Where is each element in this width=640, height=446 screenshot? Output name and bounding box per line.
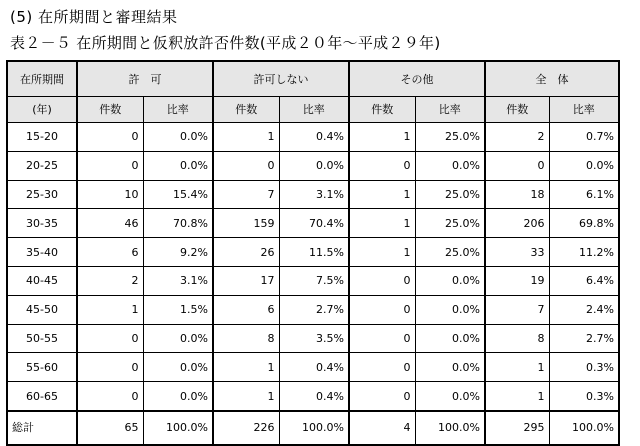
all-ratio-cell: 11.2%: [549, 238, 619, 267]
deny-count-cell: 6: [213, 295, 279, 324]
all-ratio-cell: 69.8%: [549, 209, 619, 238]
table-row: [7, 209, 619, 238]
ratio-header: 比率: [279, 97, 349, 123]
count-header: 件数: [77, 97, 143, 123]
deny-count-cell: 1: [213, 382, 279, 411]
all-count-cell: 7: [485, 295, 549, 324]
other-count-cell: 0: [349, 353, 415, 382]
period-range-cell: 15-20: [7, 123, 77, 152]
other-count-cell: 4: [349, 411, 415, 445]
deny-count-cell: 17: [213, 266, 279, 295]
all-ratio-cell: 2.4%: [549, 295, 619, 324]
permit-ratio-cell: 0.0%: [143, 353, 213, 382]
other-count-cell: 1: [349, 238, 415, 267]
group-header-all: 全 体: [485, 61, 619, 97]
total-label-cell: 総計: [7, 411, 77, 445]
period-range-cell: 45-50: [7, 295, 77, 324]
period-range-cell: 20-25: [7, 151, 77, 180]
period-range-cell: 40-45: [7, 266, 77, 295]
deny-count-cell: 226: [213, 411, 279, 445]
deny-ratio-cell: 7.5%: [279, 266, 349, 295]
other-count-cell: 0: [349, 382, 415, 411]
period-range-cell: 25-30: [7, 180, 77, 209]
group-header-permit: 許 可: [77, 61, 213, 97]
deny-count-cell: 7: [213, 180, 279, 209]
all-count-cell: 1: [485, 353, 549, 382]
total-row: [7, 411, 619, 445]
permit-count-cell: 0: [77, 151, 143, 180]
permit-ratio-cell: 70.8%: [143, 209, 213, 238]
permit-ratio-cell: 3.1%: [143, 266, 213, 295]
all-ratio-cell: 100.0%: [549, 411, 619, 445]
permit-count-cell: 10: [77, 180, 143, 209]
permit-count-cell: 46: [77, 209, 143, 238]
permit-count-cell: 2: [77, 266, 143, 295]
all-count-cell: 0: [485, 151, 549, 180]
table-caption: 表２－５ 在所期間と仮釈放許否件数(平成２０年～平成２９年): [10, 34, 441, 52]
ratio-header: 比率: [143, 97, 213, 123]
deny-count-cell: 1: [213, 123, 279, 152]
deny-ratio-cell: 0.0%: [279, 151, 349, 180]
all-count-cell: 1: [485, 382, 549, 411]
other-count-cell: 1: [349, 180, 415, 209]
deny-ratio-cell: 3.1%: [279, 180, 349, 209]
table-row: [7, 353, 619, 382]
period-unit-header: (年): [7, 97, 77, 123]
permit-count-cell: 0: [77, 382, 143, 411]
all-ratio-cell: 0.7%: [549, 123, 619, 152]
header-row-top: [7, 61, 619, 97]
permit-count-cell: 65: [77, 411, 143, 445]
other-ratio-cell: 25.0%: [415, 180, 485, 209]
count-header: 件数: [485, 97, 549, 123]
table-row: [7, 295, 619, 324]
permit-ratio-cell: 1.5%: [143, 295, 213, 324]
table-row: [7, 382, 619, 411]
permit-ratio-cell: 100.0%: [143, 411, 213, 445]
all-ratio-cell: 6.1%: [549, 180, 619, 209]
section-heading: (5) 在所期間と審理結果: [10, 8, 178, 26]
count-header: 件数: [349, 97, 415, 123]
all-count-cell: 2: [485, 123, 549, 152]
other-ratio-cell: 0.0%: [415, 266, 485, 295]
all-count-cell: 295: [485, 411, 549, 445]
permit-ratio-cell: 15.4%: [143, 180, 213, 209]
permit-count-cell: 0: [77, 123, 143, 152]
other-ratio-cell: 0.0%: [415, 353, 485, 382]
other-count-cell: 0: [349, 295, 415, 324]
header-row-sub: [7, 97, 619, 123]
other-count-cell: 1: [349, 209, 415, 238]
all-count-cell: 8: [485, 324, 549, 353]
period-range-cell: 60-65: [7, 382, 77, 411]
deny-ratio-cell: 11.5%: [279, 238, 349, 267]
period-range-cell: 55-60: [7, 353, 77, 382]
permit-ratio-cell: 0.0%: [143, 324, 213, 353]
other-count-cell: 1: [349, 123, 415, 152]
permit-count-cell: 0: [77, 324, 143, 353]
all-count-cell: 33: [485, 238, 549, 267]
deny-ratio-cell: 0.4%: [279, 123, 349, 152]
ratio-header: 比率: [415, 97, 485, 123]
all-ratio-cell: 6.4%: [549, 266, 619, 295]
other-ratio-cell: 25.0%: [415, 123, 485, 152]
all-count-cell: 18: [485, 180, 549, 209]
duration-result-table: [6, 60, 620, 446]
table-row: [7, 266, 619, 295]
other-count-cell: 0: [349, 266, 415, 295]
all-ratio-cell: 0.3%: [549, 353, 619, 382]
other-ratio-cell: 25.0%: [415, 238, 485, 267]
deny-ratio-cell: 100.0%: [279, 411, 349, 445]
deny-ratio-cell: 0.4%: [279, 382, 349, 411]
other-ratio-cell: 25.0%: [415, 209, 485, 238]
group-header-deny: 許可しない: [213, 61, 349, 97]
count-header: 件数: [213, 97, 279, 123]
deny-count-cell: 0: [213, 151, 279, 180]
period-range-cell: 50-55: [7, 324, 77, 353]
group-header-other: その他: [349, 61, 485, 97]
permit-count-cell: 6: [77, 238, 143, 267]
table-row: [7, 123, 619, 152]
table-row: [7, 180, 619, 209]
other-count-cell: 0: [349, 151, 415, 180]
deny-ratio-cell: 70.4%: [279, 209, 349, 238]
other-ratio-cell: 0.0%: [415, 324, 485, 353]
period-range-cell: 35-40: [7, 238, 77, 267]
all-count-cell: 19: [485, 266, 549, 295]
permit-ratio-cell: 0.0%: [143, 151, 213, 180]
deny-count-cell: 26: [213, 238, 279, 267]
permit-ratio-cell: 0.0%: [143, 382, 213, 411]
deny-count-cell: 1: [213, 353, 279, 382]
all-count-cell: 206: [485, 209, 549, 238]
permit-count-cell: 1: [77, 295, 143, 324]
permit-ratio-cell: 0.0%: [143, 123, 213, 152]
ratio-header: 比率: [549, 97, 619, 123]
other-ratio-cell: 0.0%: [415, 151, 485, 180]
all-ratio-cell: 0.0%: [549, 151, 619, 180]
period-range-cell: 30-35: [7, 209, 77, 238]
deny-count-cell: 159: [213, 209, 279, 238]
other-ratio-cell: 0.0%: [415, 382, 485, 411]
deny-ratio-cell: 0.4%: [279, 353, 349, 382]
table-row: [7, 238, 619, 267]
permit-ratio-cell: 9.2%: [143, 238, 213, 267]
other-count-cell: 0: [349, 324, 415, 353]
all-ratio-cell: 2.7%: [549, 324, 619, 353]
deny-ratio-cell: 2.7%: [279, 295, 349, 324]
deny-count-cell: 8: [213, 324, 279, 353]
other-ratio-cell: 0.0%: [415, 295, 485, 324]
table-row: [7, 324, 619, 353]
all-ratio-cell: 0.3%: [549, 382, 619, 411]
permit-count-cell: 0: [77, 353, 143, 382]
deny-ratio-cell: 3.5%: [279, 324, 349, 353]
period-header: 在所期間: [7, 61, 77, 97]
table-row: [7, 151, 619, 180]
other-ratio-cell: 100.0%: [415, 411, 485, 445]
